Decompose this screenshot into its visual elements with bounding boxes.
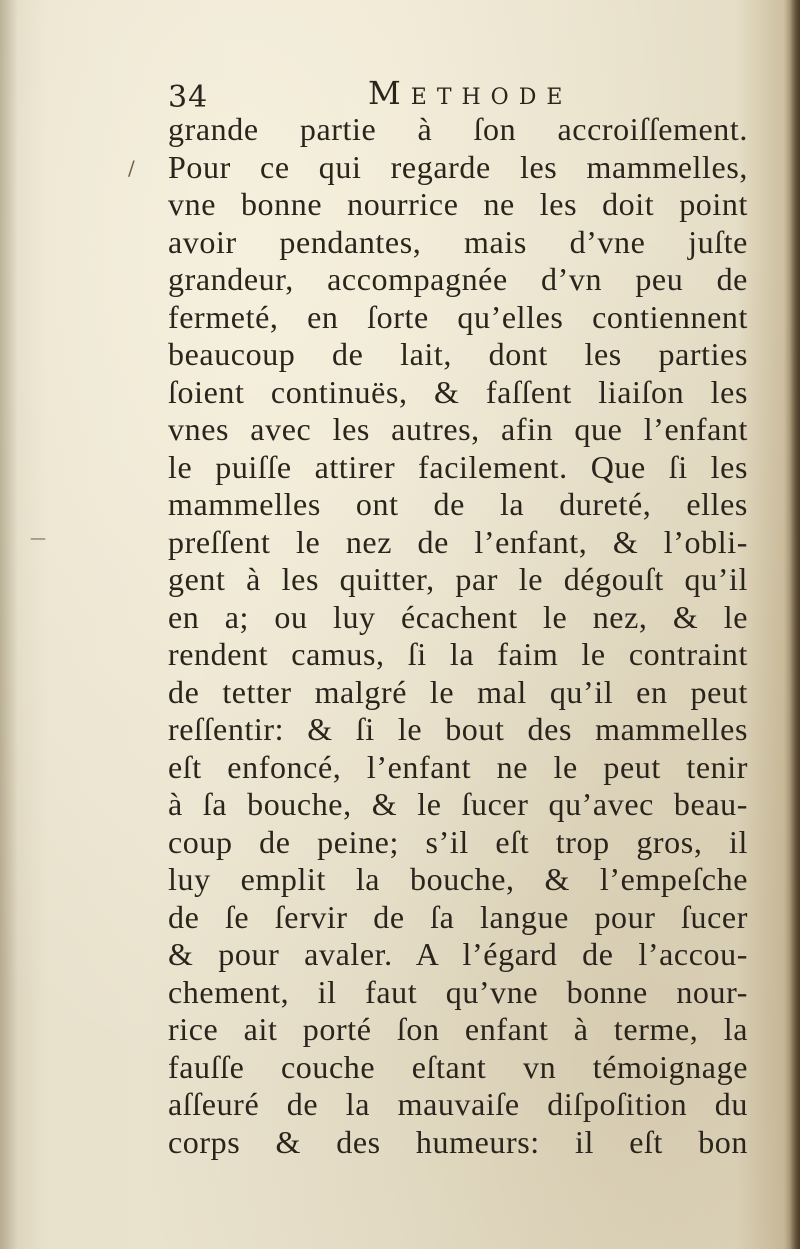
text-line: mammelles ont de la dureté, elles bbox=[168, 486, 748, 522]
text-line: coup de peine; s’il eſt trop gros, il bbox=[168, 823, 748, 860]
text-line: à ſa bouche, & le ſucer qu’avec beau- bbox=[168, 786, 748, 822]
text-line: luy emplit la bouche, & l’empeſche bbox=[168, 861, 748, 897]
page-number: 34 bbox=[168, 80, 209, 115]
text-line: gent à les quitter, par le dégouſt qu’il bbox=[168, 561, 748, 597]
text-line: reſſentir: & ſi le bout des mammelles bbox=[168, 711, 748, 747]
text-line: ſoient continuës, & faſſent liaiſon les bbox=[168, 373, 748, 410]
text-line: preſſent le nez de l’enfant, & l’obli- bbox=[168, 523, 748, 560]
text-line: grandeur, accompagnée d’vn peu de bbox=[168, 261, 748, 297]
text-line: eſt enfoncé, l’enfant ne le peut tenir bbox=[168, 748, 748, 785]
text-line: fauſſe couche eſtant vn témoignage bbox=[168, 1048, 748, 1085]
body-text bbox=[168, 111, 748, 1161]
text-line: aſſeuré de la mauvaiſe diſpoſition du bbox=[168, 1086, 748, 1122]
text-line: & pour avaler. A l’égard de l’accou- bbox=[168, 936, 748, 972]
text-line: fermeté, en ſorte qu’elles contiennent bbox=[168, 298, 748, 335]
text-line: rendent camus, ſi la faim le contraint bbox=[168, 636, 748, 672]
text-line: chement, il faut qu’vne bonne nour- bbox=[168, 973, 748, 1010]
text-line: vne bonne nourrice ne les doit point bbox=[168, 186, 748, 222]
text-line: grande partie à ſon accroiſſement. bbox=[168, 111, 748, 147]
text-line: rice ait porté ſon enfant à terme, la bbox=[168, 1011, 748, 1047]
text-line: vnes avec les autres, afin que l’enfant bbox=[168, 411, 748, 447]
text-line: beaucoup de lait, dont les parties bbox=[168, 336, 748, 372]
gutter-shadow bbox=[0, 0, 18, 1249]
text-line: corps & des humeurs: il eſt bon bbox=[168, 1123, 748, 1160]
text-line: de tetter malgré le mal qu’il en peut bbox=[168, 673, 748, 710]
page-edge bbox=[790, 0, 800, 1249]
text-line: de ſe ſervir de ſa langue pour ſucer bbox=[168, 898, 748, 935]
margin-mark: / bbox=[128, 156, 135, 180]
text-line: Pour ce qui regarde les mammelles, bbox=[168, 148, 748, 185]
running-title: Methode bbox=[368, 74, 573, 112]
text-line: le puiſſe attirer facilement. Que ſi les bbox=[168, 448, 748, 485]
margin-mark: — bbox=[30, 528, 46, 547]
text-line: en a; ou luy écachent le nez, & le bbox=[168, 598, 748, 635]
text-line: avoir pendantes, mais d’vne juſte bbox=[168, 223, 748, 260]
